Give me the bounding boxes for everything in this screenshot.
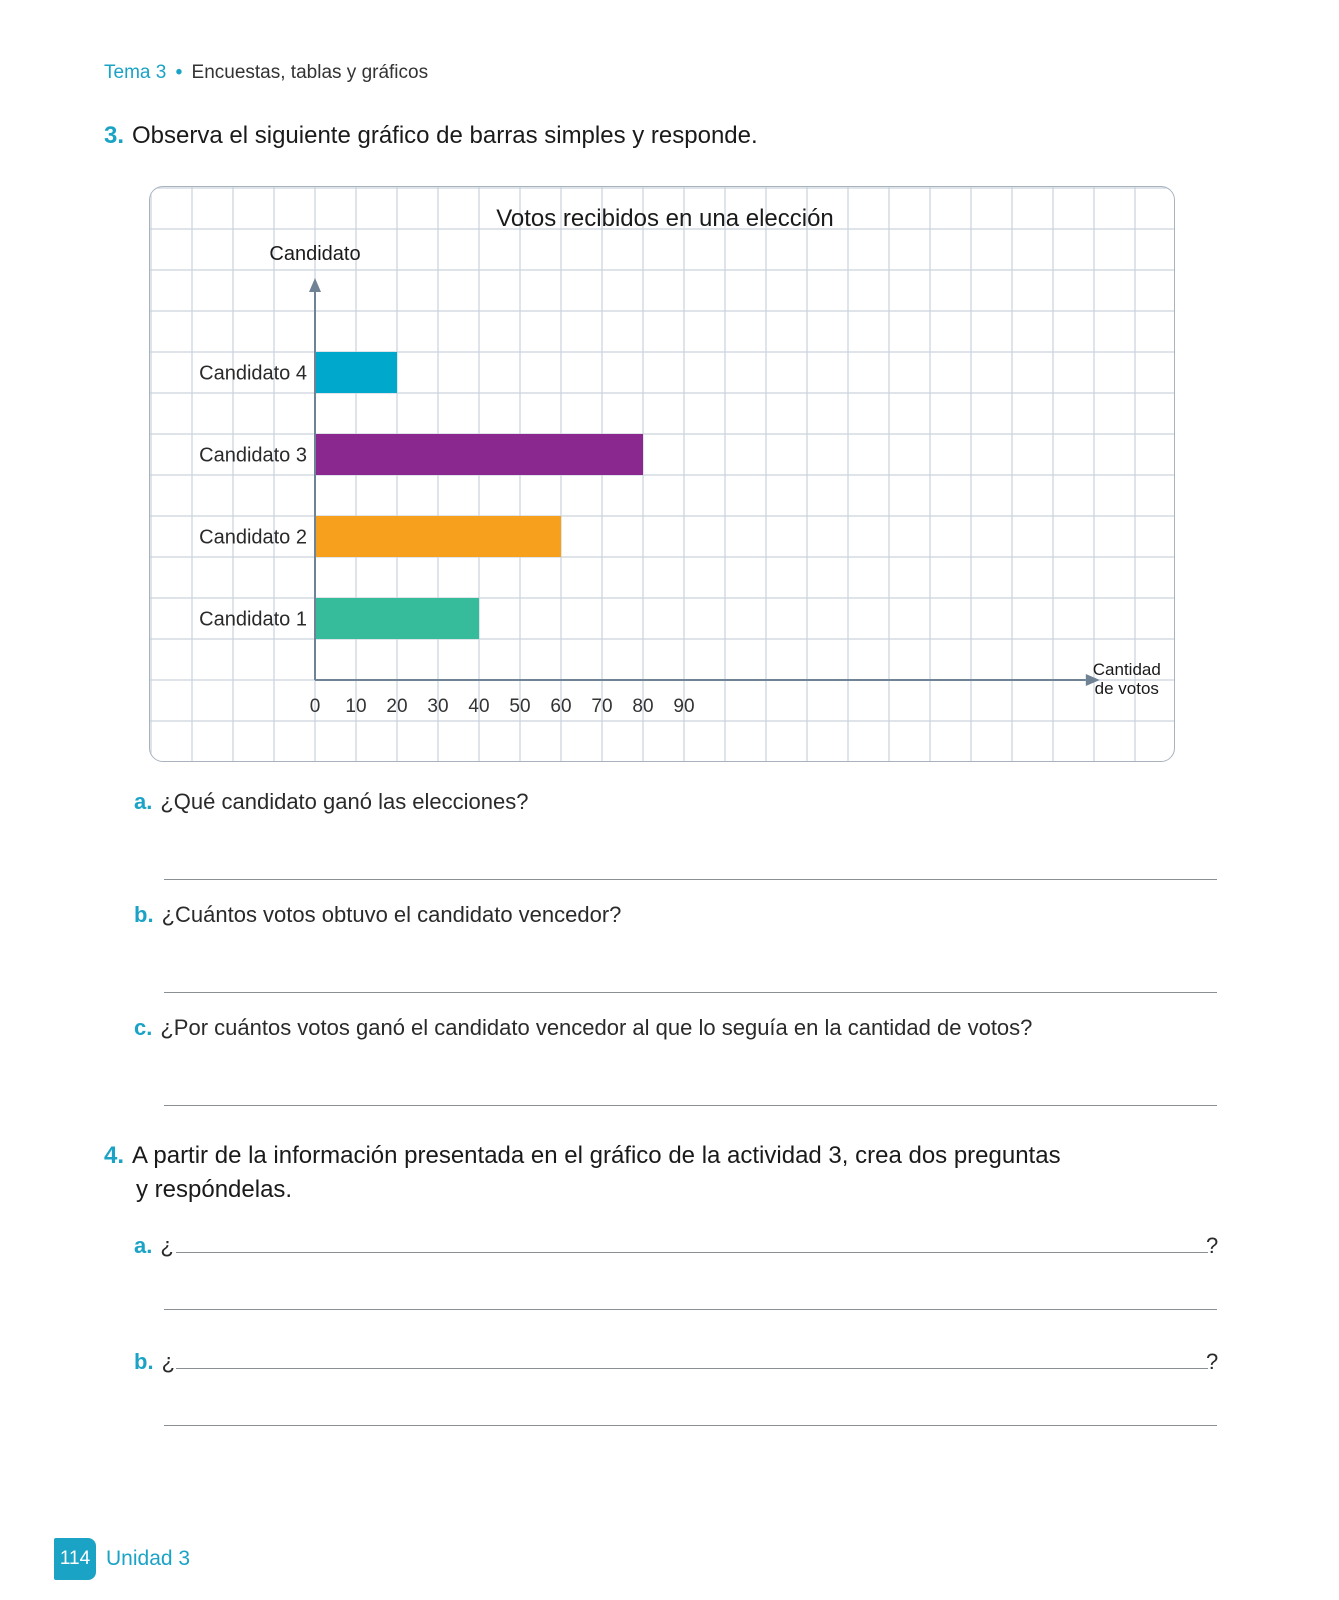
- page-header: [104, 62, 428, 84]
- answer-line-4a[interactable]: [164, 1309, 1217, 1310]
- x-tick-label: 10: [345, 696, 367, 717]
- header-topic: Tema 3: [104, 62, 167, 83]
- chart-title: Votos recibidos en una elección: [496, 205, 834, 232]
- question-4b-open-mark: ¿: [161, 1349, 176, 1374]
- question-4a-close-mark: ?: [1206, 1233, 1219, 1258]
- question-4b: [134, 1349, 175, 1375]
- question-4-text-line1: A partir de la información presentada en el gráfico de la actividad 3, crea dos preguntas: [132, 1142, 1061, 1169]
- question-4-title: [104, 1139, 1061, 1207]
- category-label: Candidato 1: [199, 608, 307, 631]
- question-4-text-line2: y respóndelas.: [136, 1176, 293, 1203]
- x-tick-label: 90: [673, 696, 695, 717]
- bar-candidato-3: [315, 434, 643, 475]
- question-3b-text: ¿Cuántos votos obtuvo el candidato vencedor?: [161, 902, 622, 927]
- question-3b-letter: b.: [134, 902, 154, 927]
- question-3-title: [104, 119, 758, 153]
- x-tick-label: 40: [468, 696, 490, 717]
- answer-line-3c[interactable]: [164, 1105, 1217, 1106]
- chart-container: [149, 186, 1175, 762]
- answer-line-3b[interactable]: [164, 992, 1217, 993]
- header-separator: •: [175, 62, 183, 83]
- answer-line-4b[interactable]: [164, 1425, 1217, 1426]
- question-4a-open-mark: ¿: [160, 1233, 174, 1258]
- question-4a-letter: a.: [134, 1233, 153, 1258]
- x-tick-label: 30: [427, 696, 449, 717]
- x-axis-label-line2: de votos: [1094, 679, 1159, 698]
- question-4a: [134, 1233, 174, 1259]
- bar-candidato-1: [315, 598, 479, 639]
- unit-label: Unidad 3: [106, 1547, 191, 1570]
- question-3a-letter: a.: [134, 789, 153, 814]
- question-4a-blank[interactable]: [176, 1252, 1208, 1253]
- x-axis-label-line1: Cantidad: [1092, 660, 1161, 679]
- category-label: Candidato 2: [199, 526, 307, 549]
- x-tick-label: 0: [309, 696, 321, 717]
- x-tick-label: 20: [386, 696, 408, 717]
- question-4b-letter: b.: [134, 1349, 154, 1374]
- question-4b-blank[interactable]: [176, 1368, 1208, 1369]
- page-number-badge: 114: [54, 1538, 96, 1580]
- y-axis-label: Candidato: [269, 243, 361, 265]
- header-subtitle: Encuestas, tablas y gráficos: [191, 62, 429, 83]
- bar-chart: [150, 187, 1174, 761]
- question-3c: [134, 1015, 1032, 1041]
- question-3-text: Observa el siguiente gráfico de barras simples y responde.: [132, 122, 758, 149]
- question-4-number: 4.: [104, 1142, 125, 1169]
- bar-candidato-2: [315, 516, 561, 557]
- bar-candidato-4: [315, 352, 397, 393]
- question-3c-text: ¿Por cuántos votos ganó el candidato vencedor al que lo seguía en la cantidad de votos?: [160, 1015, 1033, 1040]
- question-3-number: 3.: [104, 122, 125, 149]
- question-3b: [134, 902, 621, 928]
- answer-line-3a[interactable]: [164, 879, 1217, 880]
- x-tick-label: 50: [509, 696, 531, 717]
- x-tick-label: 60: [550, 696, 572, 717]
- category-label: Candidato 4: [199, 362, 307, 385]
- x-tick-label: 80: [632, 696, 654, 717]
- question-3a-text: ¿Qué candidato ganó las elecciones?: [160, 789, 529, 814]
- category-label: Candidato 3: [199, 444, 307, 467]
- question-4b-close-mark: ?: [1206, 1349, 1219, 1374]
- y-axis-arrow: [309, 278, 321, 292]
- x-tick-label: 70: [591, 696, 613, 717]
- question-3a: [134, 789, 529, 815]
- question-3c-letter: c.: [134, 1015, 153, 1040]
